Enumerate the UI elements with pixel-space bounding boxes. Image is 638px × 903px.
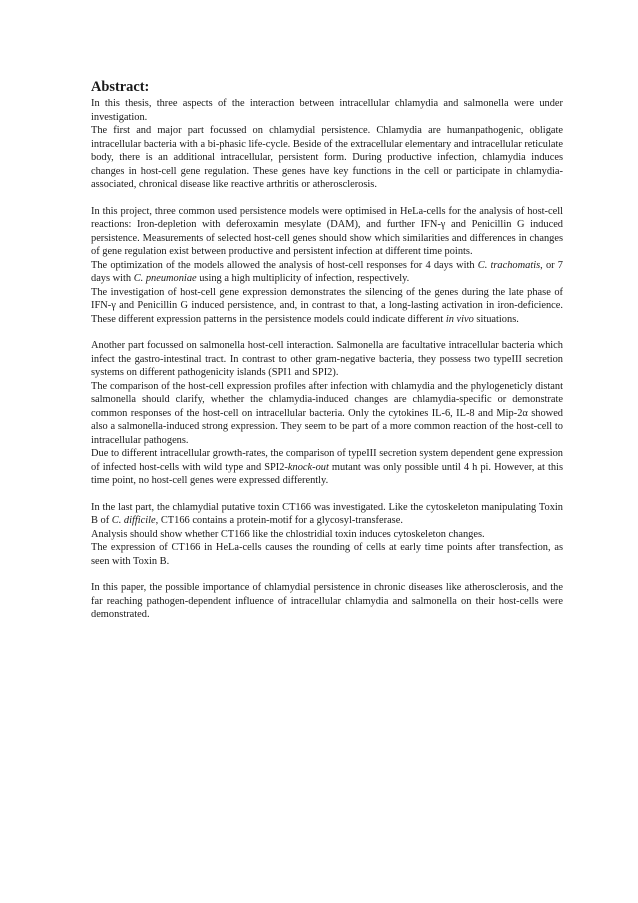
text-run: In the last part, the chlamydial putative toxin CT166 was investigated. Like the cytoskeleton manipulating Toxin B of [91,501,563,526]
species-name: C. trachomatis [477,259,541,271]
text-run: , CT166 contains a protein-motif for a glycosyl-transferase. [155,515,403,526]
salmonella-paragraph: Another part focussed on salmonella host-cell interaction. Salmonella are facultative intracellular bacteria which infect the gastro-intestinal tract. In contrast to other gram-negative bacteria, they possess two typeIII secretion systems on different pathogenicity islands (SPI1 and SPI2). [91,340,563,378]
document-page [91,79,563,622]
comparison-paragraph: The comparison of the host-cell expression profiles after infection with chlamydia and the phylogeneticly distant salmonella should clarify, whether the chlamydia-induced changes are chlamydia-specific or demonstrate common responses of the host-cell on intracellular bacteria. Only the cytokines IL-6, IL-8 and Mip-2α showed also a salmonella-induced strong expression. They seem to be part of a more common reaction of the host-cell to intracellular pathogens. [91,380,563,446]
species-name: C. pneumoniae [133,273,197,284]
italic-term: in vivo [445,313,474,325]
abstract-heading: Abstract: [91,79,150,95]
optimization-paragraph [91,259,563,286]
growth-rate-paragraph [91,447,563,488]
text-run: situations. [473,313,519,325]
text-run: The investigation of host-cell gene expression demonstrates the silencing of the genes during the late phase of IFN-γ and Penicillin G induced persistence, and, in contrast to that, a long-lasting activation in iron-deficience. These different expression patterns in the persistence models could indicate different [91,286,563,325]
persistence-paragraph: The first and major part focussed on chlamydial persistence. Chlamydia are humanpathogenic, obligate intracellular bacteria with a bi-phasic life-cycle. Beside of the extracellular elementary and intracellular reticulate body, there is an additional intracellular, persistent form. During productive infection, chlamydia induces changes in host-cell gene regulation. These genes have key functions in the cell or participate in chlamydia-associated, chronical disease like reactive arthritis or atherosclerosis. [91,125,563,190]
ct166-expression-paragraph: The expression of CT166 in HeLa-cells causes the rounding of cells at early time points after transfection, as seen with Toxin B. [91,542,563,567]
expression-paragraph [91,286,563,327]
italic-term: knock-out [287,461,329,473]
toxin-paragraph [91,501,563,528]
text-run: The optimization of the models allowed the analysis of host-cell responses for 4 days with [91,259,478,271]
conclusion-paragraph: In this paper, the possible importance of chlamydial persistence in chronic diseases like atherosclerosis, and the far reaching pathogen-dependent influence of intracellular chlamydia and salmonella on their host-cells were demonstrated. [91,582,563,620]
text-run: Due to different intracellular growth-rates, the comparison of typeIII secretion system dependent gene expression of infected host-cells with wild type and SPI2- [91,448,563,473]
text-run: mutant was only possible until 4 h pi. However, at this time point, no host-cell genes were expressed differently. [91,461,563,486]
intro-paragraph: In this thesis, three aspects of the interaction between intracellular chlamydia and salmonella were under investigation. [91,98,563,123]
models-paragraph: In this project, three common used persistence models were optimised in HeLa-cells for the analysis of host-cell reactions: Iron-depletion with deferoxamin mesylate (DAM), and further IFN-γ and Penicillin G induced persistence. Measurements of selected host-cell genes should show which similarities and differences in changes of gene regulation exist between productive and persistent infection at different time points. [91,205,563,257]
text-run: using a high multiplicity of infection, respectively. [196,273,410,284]
analysis-paragraph: Analysis should show whether CT166 like the chlostridial toxin induces cytoskeleton changes. [91,528,485,540]
text-run: , or 7 days with [91,259,563,284]
species-name: C. difficile [111,515,156,526]
